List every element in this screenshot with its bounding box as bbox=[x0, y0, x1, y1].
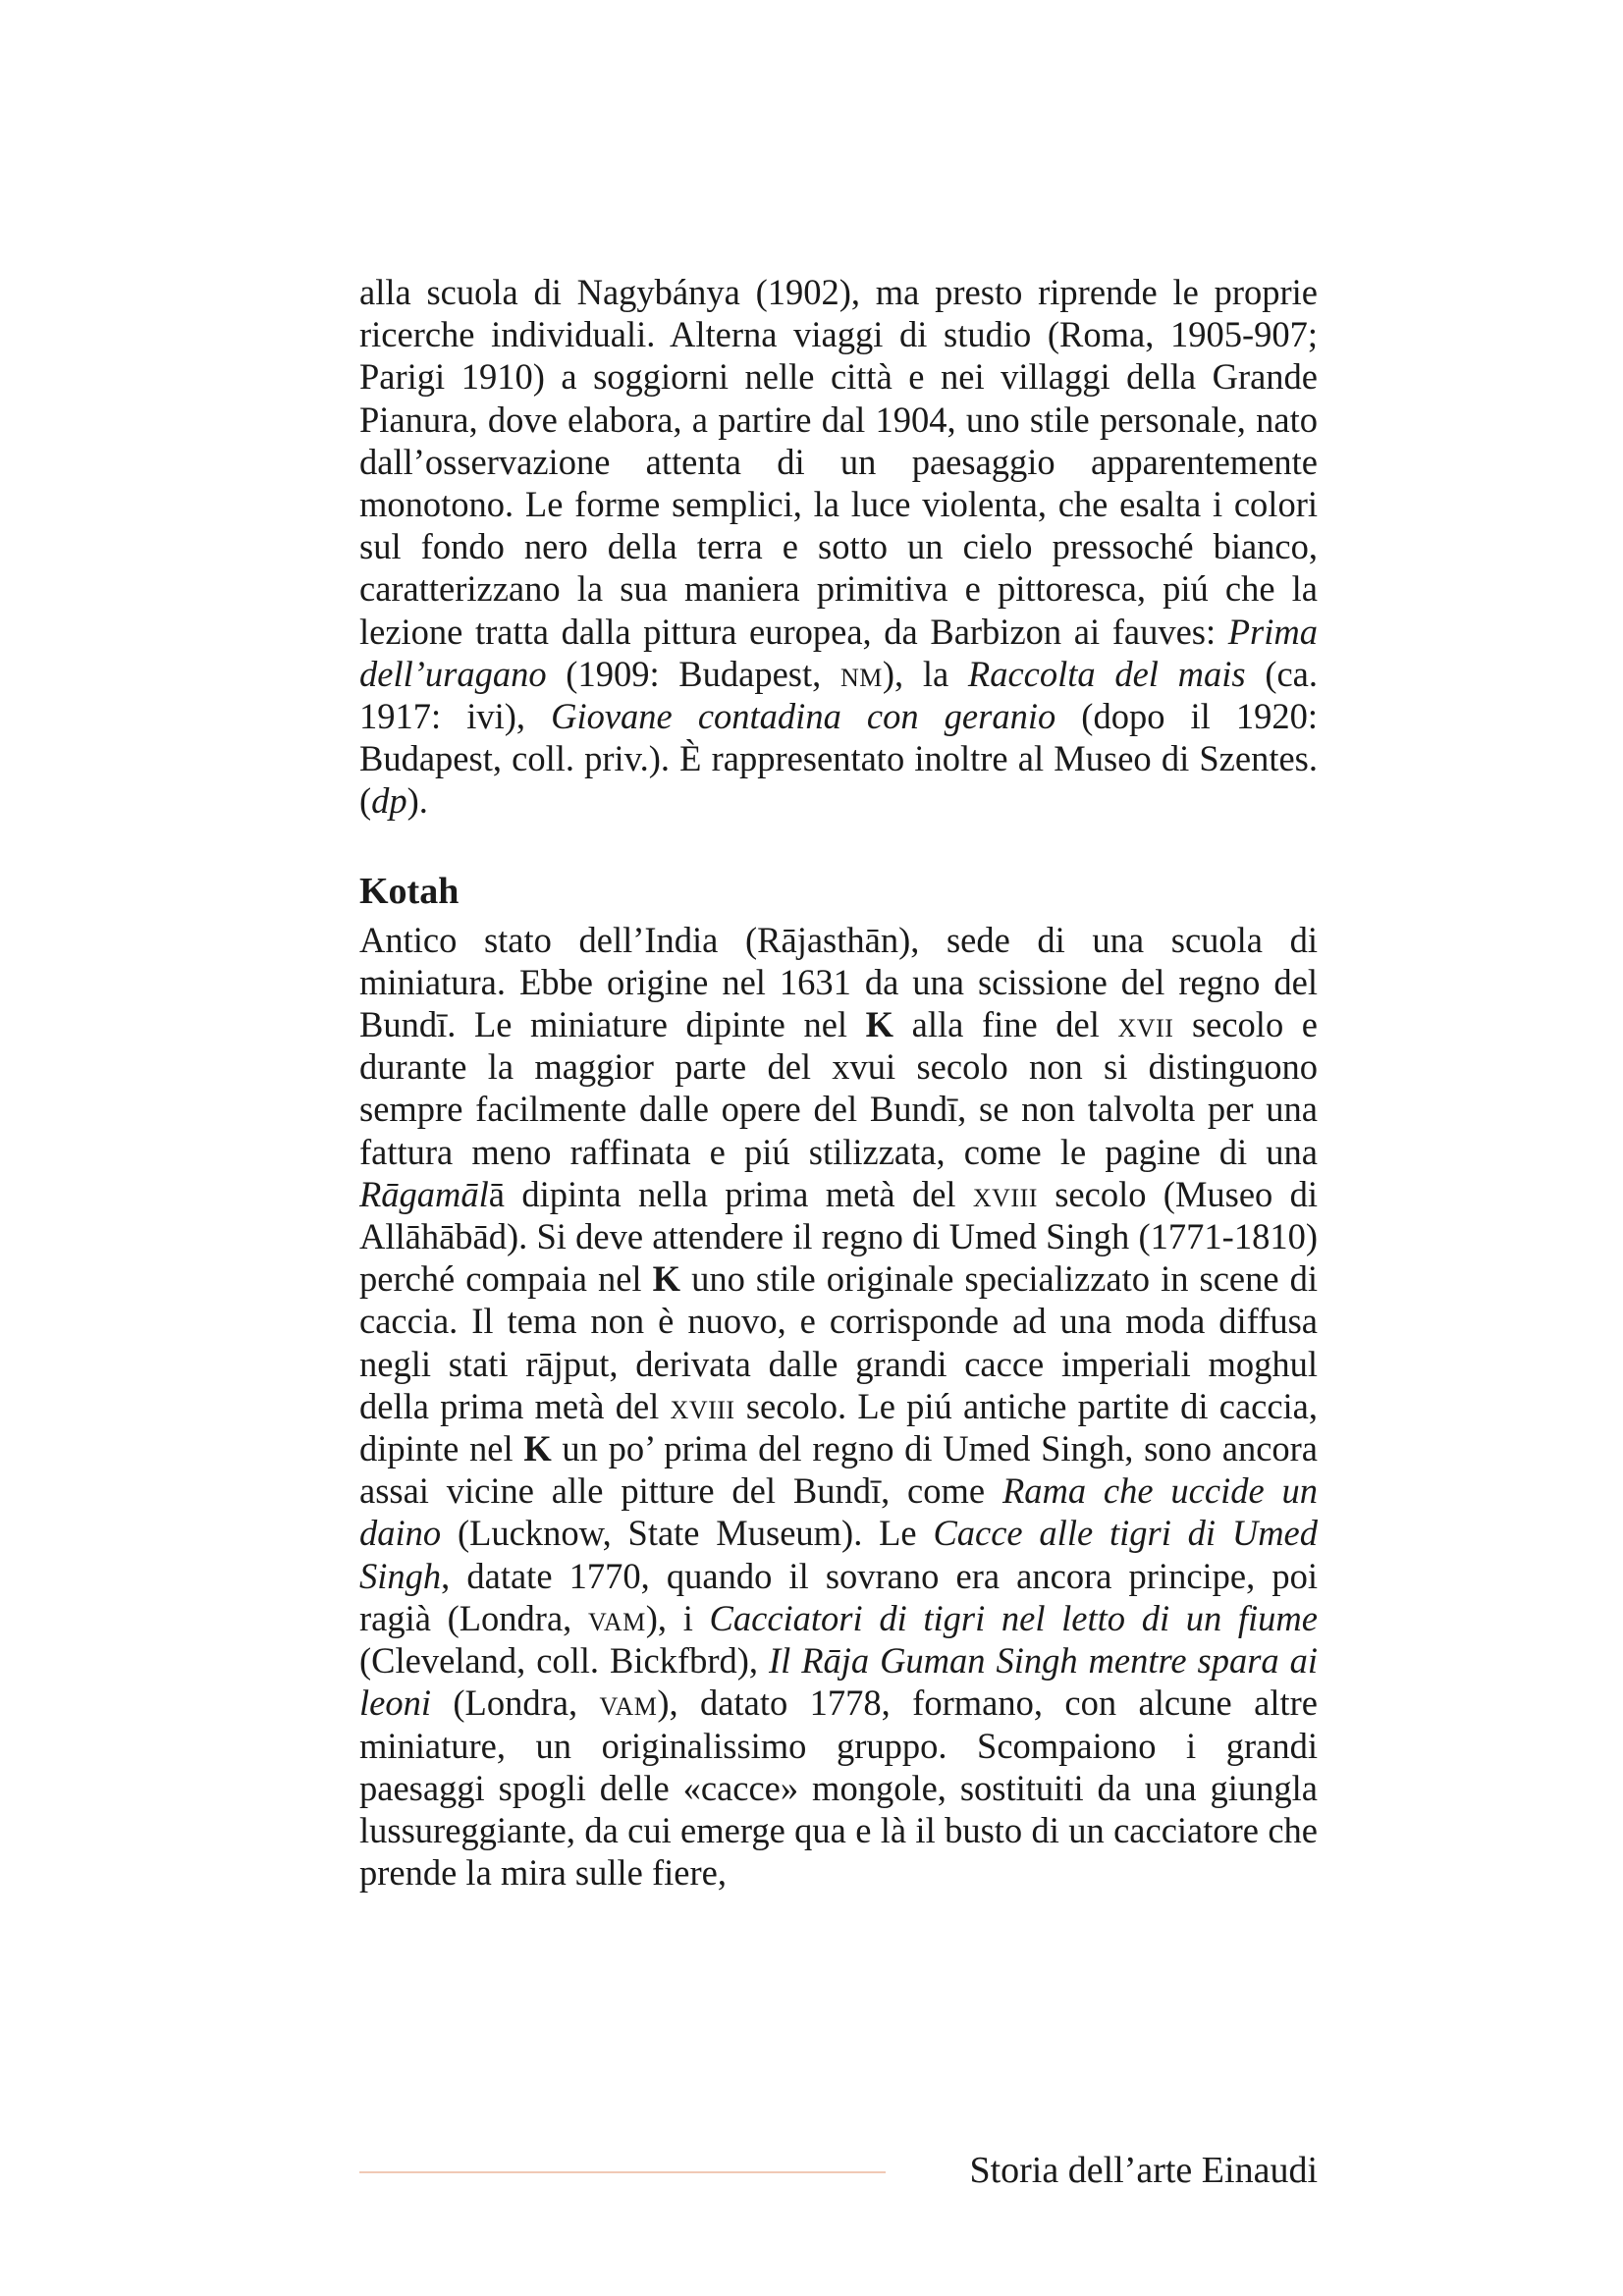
author-initials: dp bbox=[371, 780, 407, 822]
museum-abbreviation: vam bbox=[599, 1682, 658, 1724]
text-column bbox=[359, 271, 1318, 1894]
artwork-title: Rama che uccide un daino bbox=[359, 1470, 1318, 1554]
body-text: ), la bbox=[882, 653, 968, 694]
body-text: secolo (Museo di Allāhābād). Si deve attendere il regno di Umed Singh (1771-1810) perché compaia nel bbox=[359, 1173, 1319, 1300]
entry-heading: Kotah bbox=[359, 870, 460, 912]
artwork-title: Il Rāja Guman Singh mentre spara ai leoni bbox=[359, 1640, 1318, 1724]
museum-abbreviation: vam bbox=[587, 1597, 646, 1638]
entry-abbreviation: K bbox=[652, 1258, 681, 1300]
artwork-title: Cacciatori di tigri nel letto di un fiume bbox=[709, 1597, 1318, 1638]
museum-abbreviation: nm bbox=[839, 653, 883, 694]
body-text: , datate 1770, quando il sovrano era ancora principe, poi ragià (Londra, bbox=[359, 1555, 1318, 1638]
body-text: alla fine del bbox=[893, 1004, 1118, 1045]
body-text: Antico stato dell’India (Rājasthān), sede di una scuola di miniatura. Ebbe origine nel 1631 da una scissione del regno del Bundī. Le miniature dipinte nel bbox=[359, 919, 1318, 1045]
kotah-paragraph bbox=[359, 919, 1318, 1895]
body-text: un po’ prima del regno di Umed Singh, sono ancora assai vicine alle pitture del Bundī, come bbox=[359, 1428, 1318, 1512]
body-text: ). bbox=[406, 780, 428, 822]
artwork-title: Giovane contadina con geranio bbox=[551, 696, 1056, 737]
artwork-title: Cacce alle tigri di Umed Singh bbox=[359, 1513, 1318, 1596]
artwork-title: Raccolta del mais bbox=[967, 653, 1246, 694]
body-text: (ca. 1917: ivi), bbox=[359, 653, 1318, 737]
entry-abbreviation: K bbox=[865, 1004, 894, 1045]
body-text: uno stile originale specializzato in scene di caccia. Il tema non è nuovo, e corrisponde ad una moda diffusa negli stati rājput, derivata dalle grandi cacce imperiali moghul della prima metà del bbox=[359, 1258, 1318, 1426]
body-text: (Lucknow, State Museum). Le bbox=[441, 1513, 934, 1554]
body-text: (1909: Budapest, bbox=[546, 653, 840, 694]
body-text: (Cleveland, coll. Bickfbrd), bbox=[359, 1640, 769, 1682]
entry-continued-paragraph bbox=[359, 271, 1318, 823]
footer-publisher: Storia dell’arte Einaudi bbox=[969, 2150, 1318, 2191]
artwork-title: Rāgamāl bbox=[359, 1173, 489, 1214]
century-numeral: xviii bbox=[670, 1385, 735, 1426]
century-numeral: xvii bbox=[1117, 1004, 1174, 1045]
body-text: ā dipinta nella prima metà del bbox=[488, 1173, 973, 1214]
body-text: ), i bbox=[645, 1597, 710, 1638]
body-text: secolo e durante la maggior parte del xvui secolo non si distinguono sempre facilmente dalle opere del Bundī, se non talvolta per una fattura meno raffinata e piú stilizzata, come le pagine di una bbox=[359, 1004, 1318, 1172]
footer-divider bbox=[359, 2171, 886, 2173]
body-text: ), datato 1778, formano, con alcune altre miniature, un originalissimo gruppo. Scompaiono i grandi paesaggi spogli delle «cacce» mongole, sostituiti da una giungla lussureggiante, da cui emerge qua e là il busto di un cacciatore che prende la mira sulle fiere, bbox=[359, 1682, 1318, 1894]
body-text: secolo. Le piú antiche partite di caccia, dipinte nel bbox=[359, 1385, 1319, 1469]
body-text: (Londra, bbox=[430, 1682, 600, 1724]
artwork-title: Prima dell’uragano bbox=[359, 611, 1318, 694]
body-text: (dopo il 1920: Budapest, coll. priv.). È rappresentato inoltre al Museo di Szentes. ( bbox=[359, 696, 1319, 822]
entry-abbreviation: K bbox=[523, 1428, 552, 1469]
century-numeral: xviii bbox=[972, 1173, 1038, 1214]
body-text: alla scuola di Nagybánya (1902), ma presto riprende le proprie ricerche individuali. Alterna viaggi di studio (Roma, 1905-907; Parigi 1910) a soggiorni nelle città e nei villaggi della Grande Pianura, dove elabora, a partire dal 1904, uno stile personale, nato dall’osservazione attenta di un paesaggio apparentemente monotono. Le forme semplici, la luce violenta, che esalta i colori sul fondo nero della terra e sotto un cielo pressoché bianco, caratterizzano la sua maniera primitiva e pittoresca, piú che la lezione tratta dalla pittura europea, da Barbizon ai fauves: bbox=[359, 272, 1318, 652]
